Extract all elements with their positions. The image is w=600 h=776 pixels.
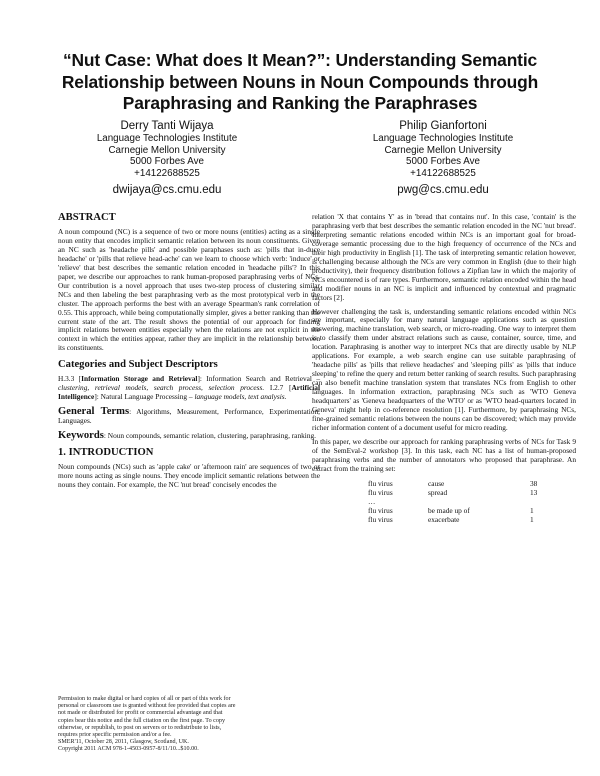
footnote-line: copies bear this notice and the full citation on the first page. To copy bbox=[58, 717, 225, 724]
author-name: Derry Tanti Wijaya bbox=[120, 120, 214, 132]
introduction-para-1: Noun compounds (NCs) such as 'apple cake' or 'afternoon rain' are sequences of two or more nouns acting as single nouns. They encode implicit semantic relations between the nouns they contain. For example, the NC 'nut bread' concisely encodes the bbox=[58, 462, 320, 489]
author-email: dwijaya@cs.cmu.edu bbox=[112, 184, 222, 196]
category-topics: language models, text analysis. bbox=[194, 392, 287, 402]
verb-cell: spread bbox=[428, 487, 448, 497]
general-terms bbox=[58, 408, 320, 426]
footnote-line: Copyright 2011 ACM 978-1-4503-0957-8/11/10...$10.00. bbox=[58, 746, 199, 753]
category-name: Information Storage and Retrieval bbox=[81, 374, 198, 384]
abstract-heading: ABSTRACT bbox=[58, 212, 116, 223]
author-block-1 bbox=[62, 120, 272, 197]
table-row bbox=[368, 497, 550, 506]
introduction-para-2: However challenging the task is, understanding semantic relations encoded within NCs are important, especially for many natural language applications such as question answering, machine translation, web search, or micro-reading. One way to interpret them is to classify them under abstract relations such as cause, container, source, time, and location. Paraphrasing is another way to interpret NCs that are directly usable by NLP applications. For example, a web search engine can use suitable paraphrasing of 'headache pills' as 'pills that relieve headaches' and 'sleeping pills' as 'pills that induce sleeping' to refine the query and return better ranking of search results. Such paraphrasing can also benefit machine translation system that translates NCs from English to other languages. In information extraction, paraphrasing NCs such as 'WTO Geneva headquarters' as 'Geneva headquarters of the WTO' or as 'WTO head-quarters located in Geneva' might help in co-reference resolution [1]. Furthermore, by paraphrasing NCs, fine-grained semantic relations between the nouns can be discovered; which may provide richer information content of a document useful for micro reading. bbox=[312, 306, 576, 432]
training-set-extract bbox=[368, 479, 550, 524]
nc-cell: … bbox=[368, 496, 376, 506]
count-cell: 13 bbox=[530, 487, 538, 497]
author-phone: +14122688525 bbox=[410, 167, 476, 179]
author-email: pwg@cs.cmu.edu bbox=[397, 184, 489, 196]
verb-cell: cause bbox=[428, 478, 445, 488]
author-address: 5000 Forbes Ave bbox=[130, 156, 204, 167]
title-line: Paraphrasing and Ranking the Paraphrases bbox=[122, 93, 478, 113]
footnote-line: not made or distributed for profit or commercial advantage and that bbox=[58, 710, 223, 717]
verb-cell: exacerbate bbox=[428, 514, 460, 524]
author-name: Philip Gianfortoni bbox=[399, 120, 487, 132]
title-line: Relationship between Nouns in Noun Compounds through bbox=[61, 71, 539, 92]
right-column bbox=[312, 213, 576, 524]
introduction-heading: 1. INTRODUCTION bbox=[58, 447, 154, 459]
footnote-line: otherwise, or republish, to post on servers or to redistribute to lists, bbox=[58, 724, 222, 731]
author-university: Carnegie Mellon University bbox=[384, 144, 502, 156]
left-column bbox=[58, 212, 320, 495]
category-code: I.2.7 [ bbox=[264, 383, 292, 393]
keywords bbox=[58, 432, 320, 441]
paper-title bbox=[40, 50, 560, 115]
introduction-para-1-cont: relation 'X that contains Y' as in 'bread that contains nut'. In this case, 'contain' is the paraphrasing verb that best describes the semantic relation encoded in the NC 'nut bread'. Interpreting semantic relations encoded within NCs is an important goal for broad-coverage semantic processing due to the high frequency of occurrence of the NCs and their high productivity in English [1]. The task of interpreting semantic relation however, is challenging because although the NCs are very common in English (due to their high productivity), their frequency distribution follows a Zipfian law in which the majority of NCs encountered is of rare types. Furthermore, semantic relation encoded within the head and modifier nouns in an NC is implicit and influenced by contextual and pragmatic factors [2]. bbox=[312, 212, 576, 302]
category-topics: clustering, retrieval models, search process, selection process. bbox=[58, 383, 265, 393]
author-block-2 bbox=[338, 120, 548, 197]
nc-cell: flu virus bbox=[368, 514, 393, 524]
general-terms-text: : Algorithms, Measurement, Performance, Experimentation, Languages. bbox=[58, 407, 320, 426]
copyright-footnote bbox=[58, 696, 320, 754]
author-affiliation: Language Technologies Institute bbox=[96, 133, 238, 144]
table-row bbox=[368, 515, 550, 524]
verb-cell bbox=[428, 497, 530, 506]
nc-cell: flu virus bbox=[368, 478, 393, 488]
category-sub: ]: Information Search and Retrieval – bbox=[197, 374, 321, 384]
table-row bbox=[368, 488, 550, 497]
count-cell: 1 bbox=[530, 505, 534, 515]
introduction-para-3: In this paper, we describe our approach for ranking paraphrasing verbs of NCs for Task 9 of the SemEval-2 workshop [3]. In this task, each NC has a list of human-proposed paraphrasing verbs and the number of annotators who proposed that paraphrase. An extract from the training set: bbox=[312, 436, 576, 473]
author-phone: +14122688525 bbox=[134, 167, 200, 179]
verb-cell: be made up of bbox=[428, 505, 470, 515]
title-line: “Nut Case: What does It Mean?”: Understanding Semantic bbox=[62, 50, 538, 70]
category-code: H.3.3 [ bbox=[58, 374, 82, 384]
count-cell: 1 bbox=[530, 514, 534, 524]
author-affiliation: Language Technologies Institute bbox=[372, 133, 514, 144]
author-university: Carnegie Mellon University bbox=[108, 144, 226, 156]
table-row bbox=[368, 506, 550, 515]
count-cell bbox=[530, 497, 550, 506]
nc-cell: flu virus bbox=[368, 505, 393, 515]
author-address: 5000 Forbes Ave bbox=[406, 156, 480, 167]
footnote-line: requires prior specific permission and/or a fee. bbox=[58, 732, 172, 739]
abstract-text: A noun compound (NC) is a sequence of two or more nouns (entities) acting as a single noun entity that encodes implicit semantic relation between its noun constituents. Given an NC such as 'headache pills' and possible paraphases such as: 'pills that in-duce headache' or 'pills that relieve head-ache' can we learn to choose which verb: 'induce' or 'relieve' that best describes the semantic relation encoded in 'headache pills'? In this paper, we describe our approaches to rank human-proposed paraphrasing verbs of NCs. Our contribution is a novel approach that uses two-step process of clustering similar NCs and then labeling the best paraphrasing verb as the most prototypical verb in the cluster. The approach performs the best with an average Spearman's rank correlation of 0.55. This approach, while being computationally simpler, gives a better ranking than the current state of the art. The result shows the potential of our approach for finding implicit relations between entities especially when the relations are not explicit in the context in which the entities appear, rather they are implicit in the relationship between its constituents. bbox=[58, 227, 320, 353]
categories-heading: Categories and Subject Descriptors bbox=[58, 359, 218, 371]
table-row bbox=[368, 479, 550, 488]
general-terms-label: General Terms bbox=[58, 406, 130, 418]
footnote-line: Permission to make digital or hard copies of all or part of this work for bbox=[58, 696, 231, 702]
category-name: Artificial Intelligence bbox=[58, 383, 320, 402]
keywords-text: : Noun compounds, semantic relation, clustering, paraphrasing, ranking. bbox=[103, 431, 317, 441]
footnote-line: personal or classroom use is granted without fee provided that copies are bbox=[58, 703, 236, 710]
footnote-line: SMER'11, October 28, 2011, Glasgow, Scotland, UK. bbox=[58, 739, 189, 746]
categories-text bbox=[58, 375, 320, 402]
count-cell: 38 bbox=[530, 478, 538, 488]
nc-cell: flu virus bbox=[368, 487, 393, 497]
keywords-label: Keywords bbox=[58, 430, 104, 442]
category-sub: ]: Natural Language Processing – bbox=[94, 392, 195, 402]
